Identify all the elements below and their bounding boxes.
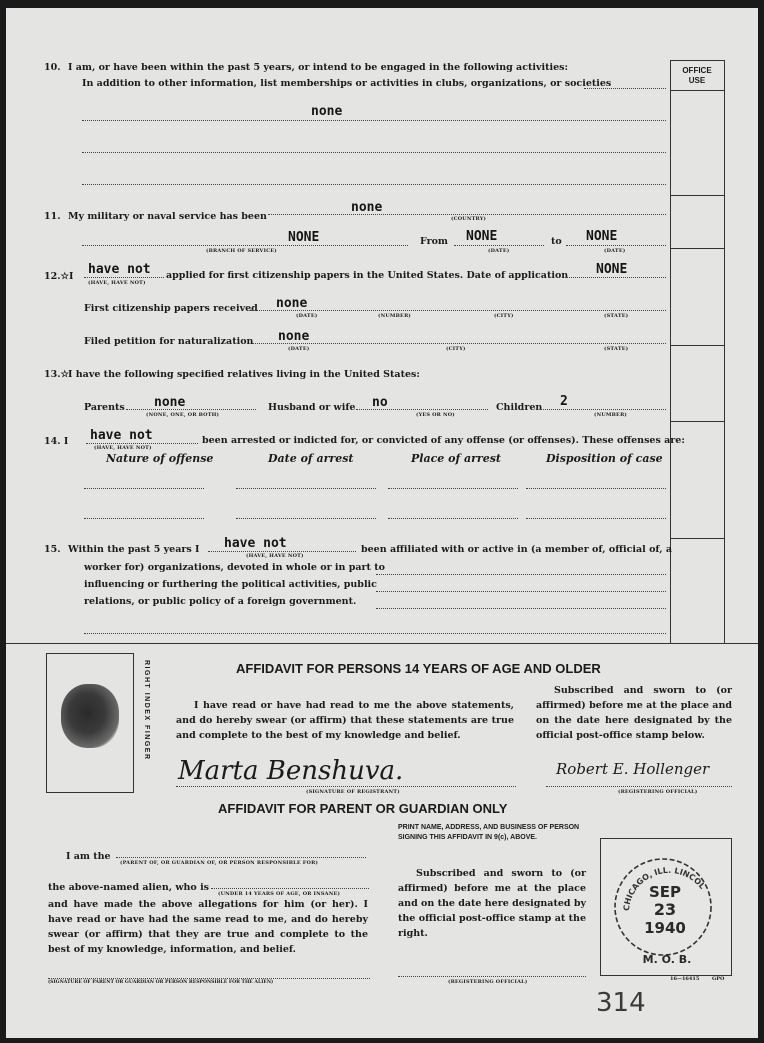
postmark-day: 23 bbox=[653, 900, 677, 919]
registrant-signature: Marta Benshuva. bbox=[178, 756, 404, 786]
postmark-month: SEP bbox=[648, 883, 682, 901]
q10-label: I am, or have been within the past 5 years, or intend to be engaged in the following activities: bbox=[68, 62, 569, 73]
office-use-header-rule bbox=[670, 90, 724, 91]
office-use-rule bbox=[670, 538, 724, 539]
handwritten-page-number: 314 bbox=[596, 988, 646, 1018]
q11-from-value: NONE bbox=[466, 229, 498, 244]
affidavit14-right-text: Subscribed and sworn to (or affirmed) before me at the place and on the date here designated by the official post-office stamp below. bbox=[536, 685, 732, 741]
postmark-bottom: M. O. B. bbox=[642, 953, 692, 966]
q14-header-date: Date of arrest bbox=[268, 452, 354, 465]
q11-label: My military or naval service has been bbox=[68, 211, 267, 222]
office-use-line1: OFFICE bbox=[682, 66, 712, 75]
q15-label-b: been affiliated with or active in (a member of, official of, a bbox=[361, 544, 673, 555]
q13-children-label: Children bbox=[496, 402, 543, 413]
q12-received-value: none bbox=[276, 296, 308, 311]
form-number: 16—16415 bbox=[670, 976, 700, 982]
guardian-iam: I am the bbox=[66, 851, 111, 862]
q14-header-disposition: Disposition of case bbox=[546, 452, 663, 465]
q13-spouse-value: no bbox=[372, 395, 388, 410]
q12-petition-city-caption: (CITY) bbox=[446, 346, 466, 352]
gpo-mark: GPO bbox=[712, 976, 725, 982]
q10-sublabel: In addition to other information, list memberships or activities in clubs, organizations, or societies bbox=[82, 78, 612, 89]
guardian-sig-caption: (SIGNATURE OF PARENT OR GUARDIAN OR PERSON RESPONSIBLE FOR THE ALIEN) bbox=[48, 980, 274, 985]
q10-answer: none bbox=[311, 104, 343, 119]
guardian-official-caption: (REGISTERING OFFICIAL) bbox=[448, 979, 528, 985]
q12-received-city-caption: (CITY) bbox=[494, 313, 514, 319]
q11-from-caption: (DATE) bbox=[488, 248, 510, 254]
q10-number: 10. bbox=[44, 62, 61, 73]
office-use-rule bbox=[670, 345, 724, 346]
q12-petition-label: Filed petition for naturalization bbox=[84, 336, 254, 347]
guardian-alien-label: the above-named alien, who is bbox=[48, 882, 210, 893]
q11-number: 11. bbox=[44, 211, 61, 222]
postmark-ring-text: CHICAGO, ILL. LINCOL bbox=[621, 865, 707, 912]
q12-petition-value: none bbox=[278, 329, 310, 344]
q12-answer-caption: (HAVE, HAVE NOT) bbox=[88, 280, 146, 286]
q12-petition-date-caption: (DATE) bbox=[288, 346, 310, 352]
q15-label-a: Within the past 5 years I bbox=[68, 544, 200, 555]
q14-number: 14. I bbox=[44, 436, 69, 447]
q13-number: 13.☆ bbox=[44, 369, 70, 380]
q12-petition-state-caption: (STATE) bbox=[604, 346, 629, 352]
office-use-border bbox=[724, 60, 725, 643]
q13-children-caption: (NUMBER) bbox=[594, 412, 627, 418]
q12-number: 12.☆I bbox=[44, 271, 74, 282]
guardian-iam-caption: (PARENT OF, OR GUARDIAN OF, OR PERSON RESPONSIBLE FOR) bbox=[120, 860, 319, 866]
q13-parents-value: none bbox=[154, 395, 186, 410]
guardian-alien-caption: (UNDER 14 YEARS OF AGE, OR INSANE) bbox=[218, 891, 341, 897]
q14-answer-caption: (HAVE, HAVE NOT) bbox=[94, 445, 152, 451]
q11-branch-caption: (BRANCH OF SERVICE) bbox=[206, 248, 277, 254]
guardian-title: AFFIDAVIT FOR PARENT OR GUARDIAN ONLY bbox=[218, 801, 508, 816]
office-use-rule bbox=[670, 421, 724, 422]
q12-label: applied for first citizenship papers in the United States. Date of application bbox=[166, 270, 569, 281]
q13-label: I have the following specified relatives living in the United States: bbox=[68, 369, 420, 380]
affidavit14-left-text: I have read or have had read to me the above statements, and do hereby swear (or affirm) that these statements are true and complete to the best of my knowledge and belief. bbox=[176, 700, 514, 741]
registrant-signature-caption: (SIGNATURE OF REGISTRANT) bbox=[306, 789, 400, 795]
q12-received-label: First citizenship papers received bbox=[84, 303, 258, 314]
q14-header-nature: Nature of offense bbox=[106, 452, 214, 465]
q13-children-value: 2 bbox=[560, 394, 568, 409]
guardian-left-text: and have made the above allegations for him (or her). I have read or have had the same read to me, and do hereby swear (or affirm) that they are true and complete to the best of my knowledge, information, and belief. bbox=[48, 899, 368, 955]
official-signature: Robert E. Hollenger bbox=[556, 760, 710, 778]
affidavit14-title: AFFIDAVIT FOR PERSONS 14 YEARS OF AGE AND OLDER bbox=[236, 661, 601, 676]
postmark-stamp bbox=[601, 839, 731, 975]
guardian-right-text: Subscribed and sworn to (or affirmed) before me at the place and on the date here designated by the official post-office stamp at the right. bbox=[398, 868, 586, 939]
q11-country-value: none bbox=[351, 200, 383, 215]
q12-received-number-caption: (NUMBER) bbox=[378, 313, 411, 319]
q11-from-label: From bbox=[420, 236, 448, 247]
q13-parents-caption: (NONE, ONE, OR BOTH) bbox=[146, 412, 220, 418]
q11-to-value: NONE bbox=[586, 229, 618, 244]
q13-spouse-caption: (YES OR NO) bbox=[416, 412, 455, 418]
office-use-top bbox=[670, 60, 724, 61]
q11-branch-value: NONE bbox=[288, 230, 320, 245]
q15-line3: influencing or furthering the political activities, public bbox=[84, 579, 377, 590]
q11-to-label: to bbox=[551, 236, 562, 247]
q12-answer: have not bbox=[88, 262, 151, 277]
fingerprint-image bbox=[61, 684, 119, 748]
q13-parents-label: Parents bbox=[84, 402, 125, 413]
office-use-label bbox=[672, 66, 722, 86]
q15-answer-caption: (HAVE, HAVE NOT) bbox=[246, 553, 304, 559]
q12-date-value: NONE bbox=[596, 262, 628, 277]
q14-header-place: Place of arrest bbox=[411, 452, 501, 465]
official-signature-caption: (REGISTERING OFFICIAL) bbox=[618, 789, 698, 795]
q15-line4: relations, or public policy of a foreign government. bbox=[84, 596, 357, 607]
fingerprint-box bbox=[46, 653, 134, 793]
postmark-year: 1940 bbox=[644, 919, 686, 937]
q11-to-caption: (DATE) bbox=[604, 248, 626, 254]
q15-number: 15. bbox=[44, 544, 61, 555]
section-divider bbox=[6, 643, 758, 644]
guardian-print-text: PRINT NAME, ADDRESS, AND BUSINESS OF PERSON SIGNING THIS AFFIDAVIT IN 9(c), ABOVE. bbox=[398, 824, 580, 841]
finger-label: RIGHT INDEX FINGER bbox=[143, 660, 150, 761]
q15-answer: have not bbox=[224, 536, 287, 551]
q14-answer: have not bbox=[90, 428, 153, 443]
q12-received-date-caption: (DATE) bbox=[296, 313, 318, 319]
office-use-divider bbox=[670, 60, 671, 643]
q12-received-state-caption: (STATE) bbox=[604, 313, 629, 319]
office-use-rule bbox=[670, 195, 724, 196]
q13-spouse-label: Husband or wife bbox=[268, 402, 356, 413]
q11-country-caption: (COUNTRY) bbox=[451, 216, 487, 222]
q15-line2: worker for) organizations, devoted in whole or in part to bbox=[84, 562, 385, 573]
q14-label: been arrested or indicted for, or convicted of any offense (or offenses). These offenses are: bbox=[202, 435, 685, 446]
office-use-rule bbox=[670, 248, 724, 249]
office-use-line2: USE bbox=[688, 76, 706, 85]
postmark-box bbox=[600, 838, 732, 976]
registration-form-page bbox=[6, 8, 758, 1038]
